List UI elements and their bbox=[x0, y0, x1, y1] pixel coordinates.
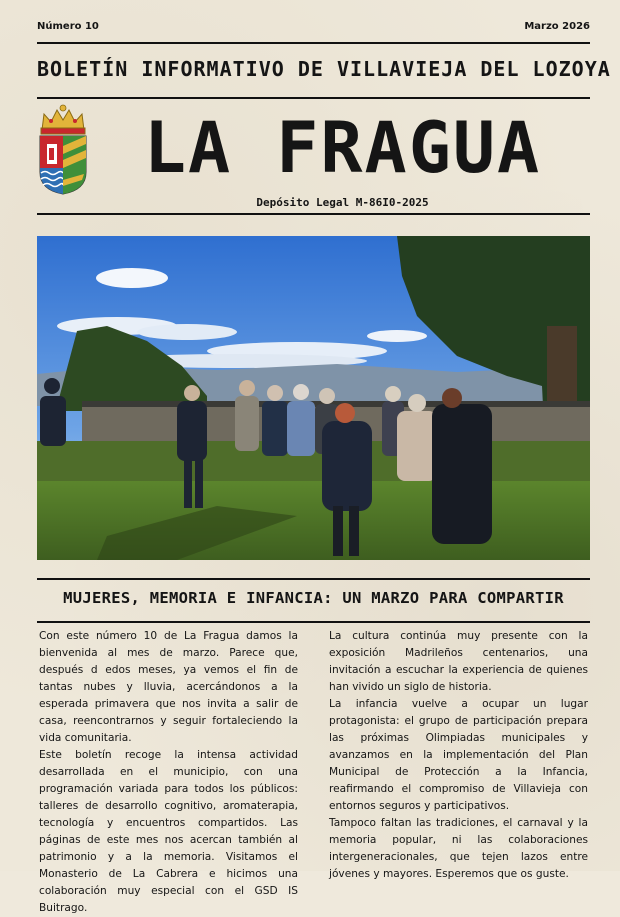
issue-bar bbox=[37, 19, 590, 33]
article-headline: MUJERES, MEMORIA E INFANCIA: UN MARZO PARA COMPARTIR bbox=[63, 589, 564, 607]
article-paragraph: Este boletín recoge la intensa actividad desarrollada en el municipio, con una programación variada para todos los públicos: talleres de desarrollo cognitivo, aromaterapia, tecnología y encuentros compartidos. Las páginas de este mes nos acercan también al patrimonio y a la memoria. Visitamos el Monasterio de La Cabrera e hicimos una colaboración muy especial con el GSD IS Buitrago. bbox=[39, 749, 298, 914]
divider-headline-top bbox=[37, 578, 590, 580]
divider-headline-bottom bbox=[37, 621, 590, 623]
article-column-left bbox=[39, 628, 298, 917]
masthead-title: LA FRAGUA bbox=[143, 107, 542, 189]
divider-masthead-top bbox=[37, 97, 590, 99]
article-paragraph: La infancia vuelve a ocupar un lugar protagonista: el grupo de participación prepara las próximas Olimpiadas municipales y avanzamos en la implementación del Plan Municipal de Protección a la Infancia, reafirmando el compromiso de Villavieja con entornos seguros y participativos. bbox=[329, 698, 588, 812]
issue-number: Número 10 bbox=[37, 20, 99, 32]
coat-of-arms-icon bbox=[36, 102, 90, 196]
article-column-right bbox=[329, 628, 588, 883]
issue-date: Marzo 2026 bbox=[524, 20, 590, 32]
article-paragraph: La cultura continúa muy presente con la exposición Madrileños centenarios, una invitación a escuchar la experiencia de quienes han vivido un siglo de historia. bbox=[329, 630, 588, 693]
divider-top bbox=[37, 42, 590, 44]
group-photo bbox=[37, 236, 590, 560]
article-paragraph: Tampoco faltan las tradiciones, el carnaval y la memoria popular, ni las colaboraciones intergeneracionales, que tejen lazos entre jóvenes y mayores. Esperemos que os guste. bbox=[329, 817, 588, 880]
article-paragraph: Con este número 10 de La Fragua damos la bienvenida al mes de marzo. Parece que, después d edos meses, ya vemos el fin de tantas nubes y lluvia, acercándonos a la esperada primavera que nos invita a salir de casa, reencontrarnos y seguir fortaleciendo la vida comunitaria. bbox=[39, 630, 298, 744]
divider-masthead-bottom bbox=[37, 213, 590, 215]
bulletin-subtitle: BOLETÍN INFORMATIVO DE VILLAVIEJA DEL LOZOYA bbox=[37, 57, 611, 81]
legal-deposit: Depósito Legal M-86I0-2025 bbox=[256, 196, 429, 209]
